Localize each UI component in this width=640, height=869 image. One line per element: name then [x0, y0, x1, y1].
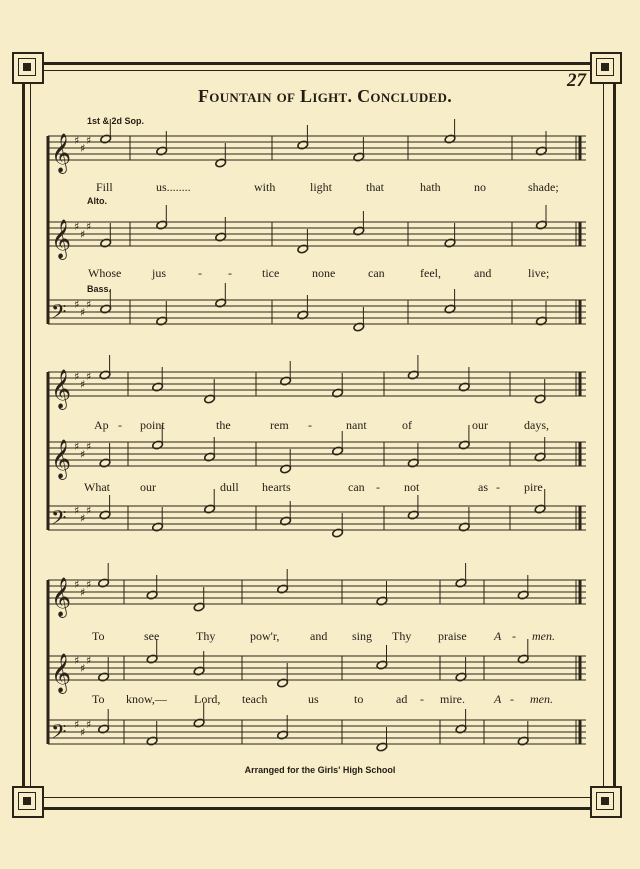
sharp-icon: ♯	[74, 298, 80, 311]
sharp-icon: ♯	[80, 586, 86, 599]
lyric-s2-sop-2: -	[118, 418, 122, 432]
lyric-s1-alto-8: feel,	[420, 266, 441, 280]
lyric-s3-alto-9: mire.	[440, 692, 465, 706]
lyric-s2-alto-9: -	[496, 480, 500, 494]
sharp-icon: ♯	[80, 726, 86, 739]
lyric-s2-sop-5: rem	[270, 418, 289, 432]
treble-clef-icon: 𝄞	[51, 577, 72, 617]
lyric-s2-alto-4: hearts	[262, 480, 291, 494]
lyric-s1-alto-5: tice	[262, 266, 280, 280]
sharp-icon: ♯	[80, 228, 86, 241]
sharp-icon: ♯	[86, 298, 92, 311]
sharp-icon: ♯	[74, 654, 80, 667]
sharp-icon: ♯	[80, 378, 86, 391]
lyric-s3-alto-11: -	[510, 692, 514, 706]
sharp-icon: ♯	[86, 440, 92, 453]
lyric-s2-alto-10: pire	[524, 480, 543, 494]
alto-voice-label: Alto.	[87, 196, 107, 206]
lyric-s3-sop-6: sing	[352, 629, 373, 643]
sharp-icon: ♯	[86, 220, 92, 233]
lyric-s3-sop-1: To	[92, 629, 105, 643]
bass-clef-icon: 𝄢	[51, 720, 67, 748]
lyric-s1-sop-7: no	[474, 180, 486, 194]
lyric-s1-alto-9: and	[474, 266, 492, 280]
lyric-s2-sop-9: our	[472, 418, 488, 432]
treble-clef-icon: 𝄞	[51, 133, 72, 173]
lyric-s2-alto-2: our	[140, 480, 156, 494]
lyric-s1-sop-6: hath	[420, 180, 441, 194]
lyric-s1-alto-1: Whose	[88, 266, 122, 280]
bass-clef-icon: 𝄢	[51, 506, 67, 534]
lyric-s1-alto-3: -	[198, 266, 202, 280]
lyric-s2-sop-8: of	[402, 418, 412, 432]
lyric-s2-sop-4: the	[216, 418, 231, 432]
sharp-icon: ♯	[86, 718, 92, 731]
lyric-s3-sop-7: Thy	[392, 629, 412, 643]
lyric-s3-sop-8: praise	[438, 629, 467, 643]
lyric-s3-alto-5: us	[308, 692, 319, 706]
sharp-icon: ♯	[80, 448, 86, 461]
lyric-s3-alto-2: know,—	[126, 692, 167, 706]
bass-voice-label: Bass.	[87, 284, 112, 294]
lyric-s2-alto-7: not	[404, 480, 420, 494]
lyric-s3-sop-5: and	[310, 629, 328, 643]
lyric-s1-sop-5: that	[366, 180, 384, 194]
treble-clef-icon: 𝄞	[51, 369, 72, 409]
arrangement-credit: Arranged for the Girls' High School	[244, 765, 396, 775]
sharp-icon: ♯	[74, 220, 80, 233]
lyric-s3-sop-3: Thy	[196, 629, 216, 643]
sharp-icon: ♯	[74, 504, 80, 517]
lyric-s1-alto-7: can	[368, 266, 385, 280]
sharp-icon: ♯	[80, 142, 86, 155]
lyric-s2-sop-7: nant	[346, 418, 367, 432]
soprano-voice-label: 1st & 2d Sop.	[87, 116, 145, 126]
sharp-icon: ♯	[74, 370, 80, 383]
lyric-s2-alto-6: -	[376, 480, 380, 494]
lyric-s3-alto-12: men.	[530, 692, 553, 706]
hymn-title: Fountain of Light. Concluded.	[197, 86, 453, 106]
lyric-s3-sop-9: A	[494, 629, 502, 643]
lyric-s3-sop-2: see	[144, 629, 160, 643]
lyric-s3-alto-10: A	[494, 692, 502, 706]
lyric-s2-alto-1: What	[84, 480, 110, 494]
sharp-icon: ♯	[80, 512, 86, 525]
lyric-s1-sop-3: with	[254, 180, 276, 194]
sharp-icon: ♯	[74, 134, 80, 147]
lyric-s3-alto-4: teach	[242, 692, 268, 706]
lyric-s3-sop-11: men.	[532, 629, 555, 643]
sharp-icon: ♯	[86, 504, 92, 517]
treble-clef-icon: 𝄞	[51, 439, 72, 479]
lyric-s1-sop-4: light	[310, 180, 333, 194]
treble-clef-icon: 𝄞	[51, 219, 72, 259]
lyric-s3-alto-3: Lord,	[194, 692, 221, 706]
sharp-icon: ♯	[86, 370, 92, 383]
sharp-icon: ♯	[74, 578, 80, 591]
lyric-s3-alto-7: ad	[396, 692, 408, 706]
lyric-s3-sop-10: -	[512, 629, 516, 643]
lyric-s2-alto-3: dull	[220, 480, 239, 494]
lyric-s3-sop-4: pow'r,	[250, 629, 280, 643]
sharp-icon: ♯	[80, 662, 86, 675]
lyric-s2-sop-3: point	[140, 418, 165, 432]
sharp-icon: ♯	[86, 654, 92, 667]
sharp-icon: ♯	[74, 718, 80, 731]
lyric-s1-sop-8: shade;	[528, 180, 559, 194]
lyric-s2-alto-5: can	[348, 480, 365, 494]
lyric-s2-alto-8: as	[478, 480, 488, 494]
page-number: 27	[567, 70, 586, 91]
lyric-s2-sop-6: -	[308, 418, 312, 432]
sharp-icon: ♯	[74, 440, 80, 453]
lyric-s1-sop-1: Fill	[96, 180, 113, 194]
sharp-icon: ♯	[86, 578, 92, 591]
sharp-icon: ♯	[86, 134, 92, 147]
lyric-s1-alto-10: live;	[528, 266, 550, 280]
bass-clef-icon: 𝄢	[51, 300, 67, 328]
lyric-s3-alto-1: To	[92, 692, 105, 706]
lyric-s2-sop-1: Ap	[94, 418, 109, 432]
treble-clef-icon: 𝄞	[51, 653, 72, 693]
lyric-s1-alto-4: -	[228, 266, 232, 280]
lyric-s2-sop-10: days,	[524, 418, 549, 432]
lyric-s1-alto-2: jus	[152, 266, 167, 280]
lyric-s3-alto-6: to	[354, 692, 364, 706]
lyric-s1-alto-6: none	[312, 266, 336, 280]
lyric-s3-alto-8: -	[420, 692, 424, 706]
lyric-s1-sop-2: us........	[156, 180, 191, 194]
sharp-icon: ♯	[80, 306, 86, 319]
